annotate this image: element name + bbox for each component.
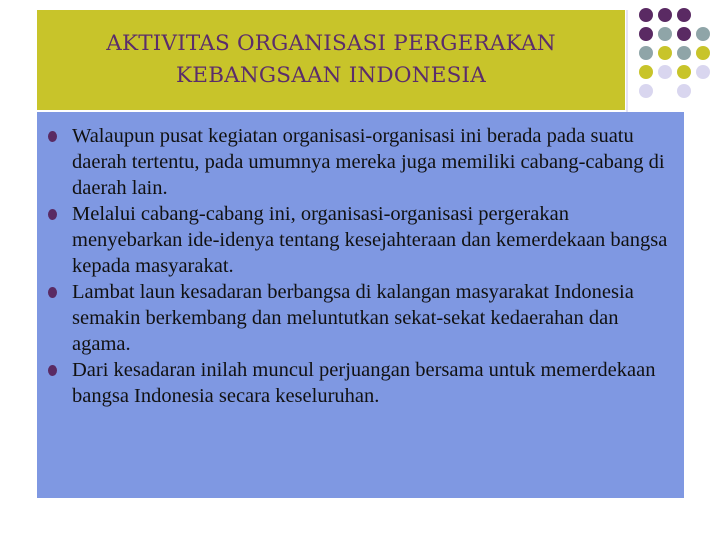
bullet-text: Melalui cabang-cabang ini, organisasi-organisasi pergerakan menyebarkan ide-idenya tentang kesejahteraan dan kemerdekaan bangsa kepada masyarakat. (72, 203, 668, 277)
decorative-dot (639, 8, 653, 22)
decorative-dot (696, 84, 710, 98)
bullet-text: Lambat laun kesadaran berbangsa di kalangan masyarakat Indonesia semakin berkembang dan meluntutkan sekat-sekat kedaerahan dan agama. (72, 281, 634, 355)
decorative-dot (677, 27, 691, 41)
bullet-text: Dari kesadaran inilah muncul perjuangan bersama untuk memerdekaan bangsa Indonesia secara keseluruhan. (72, 359, 656, 407)
bullet-marker-icon (48, 287, 57, 298)
bullet-marker-icon (48, 131, 57, 142)
slide-title-line-2: KEBANGSAAN INDONESIA (176, 63, 486, 88)
bullet-item (46, 201, 682, 279)
decorative-dot (639, 84, 653, 98)
decorative-dot (639, 46, 653, 60)
bullet-item (46, 123, 682, 201)
decorative-dot (658, 84, 672, 98)
decorative-dot (677, 65, 691, 79)
bullet-item (46, 357, 682, 409)
decorative-dot (658, 46, 672, 60)
decorative-dot (677, 46, 691, 60)
decorative-dot (658, 65, 672, 79)
decorative-dot (696, 46, 710, 60)
decorative-dot (658, 8, 672, 22)
decorative-dot (677, 84, 691, 98)
decorative-dot (639, 27, 653, 41)
decorative-dot (696, 65, 710, 79)
bullet-item (46, 279, 682, 357)
decorative-dot (696, 27, 710, 41)
decorative-dot-grid (639, 8, 711, 99)
decorative-dot (658, 27, 672, 41)
decorative-dot (696, 8, 710, 22)
decorative-dot (639, 65, 653, 79)
title-divider (626, 10, 628, 128)
slide-title-line-1: AKTIVITAS ORGANISASI PERGERAKAN (106, 31, 556, 56)
bullet-list (46, 123, 682, 409)
title-band (37, 10, 625, 110)
bullet-marker-icon (48, 365, 57, 376)
bullet-marker-icon (48, 209, 57, 220)
bullet-text: Walaupun pusat kegiatan organisasi-organisasi ini berada pada suatu daerah tertentu, pada umumnya mereka juga memiliki cabang-cabang di daerah lain. (72, 125, 665, 199)
decorative-dot (677, 8, 691, 22)
